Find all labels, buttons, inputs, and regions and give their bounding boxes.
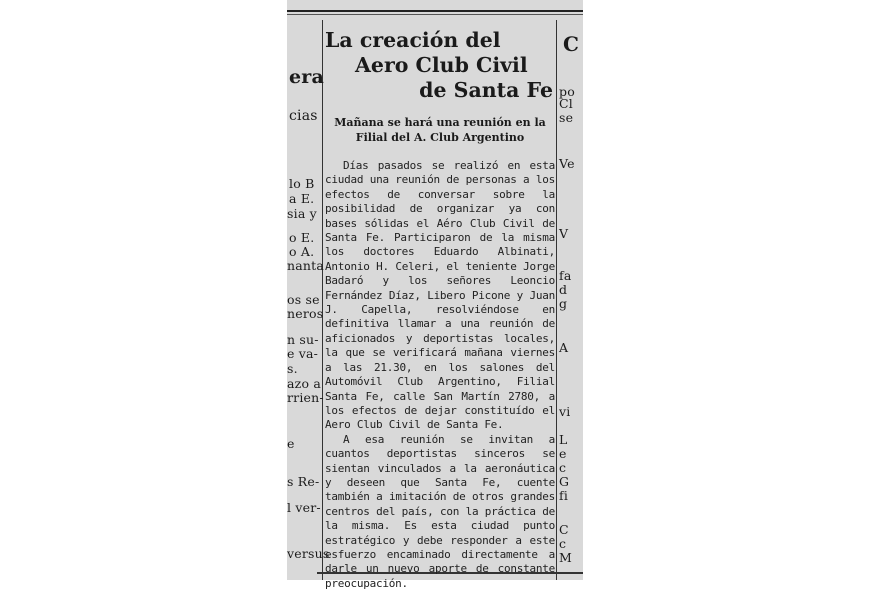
left-fragment: o A. xyxy=(289,244,315,259)
right-fragment: fa xyxy=(559,268,572,283)
right-fragment: V xyxy=(559,226,569,241)
right-fragment: L xyxy=(559,432,568,447)
left-fragment: l ver- xyxy=(287,500,321,515)
right-fragment: C xyxy=(559,522,569,537)
left-fragment: s. xyxy=(287,361,298,376)
right-fragment: po xyxy=(559,84,575,99)
column-rule-right xyxy=(556,20,557,580)
headline xyxy=(325,28,555,103)
column-rule-left xyxy=(322,20,323,580)
left-fragment: sia y xyxy=(287,206,317,221)
headline-line-2: Aero Club Civil xyxy=(355,53,528,77)
right-fragment: G xyxy=(559,474,570,489)
right-fragment: fi xyxy=(559,488,569,503)
left-fragment: azo a xyxy=(287,376,321,391)
paragraph: Días pasados se realizó en esta ciudad una reunión de personas a los efectos de conversar sobre la posibilidad de organizar ya con bases sólidas el Aéro Club Civil de Santa Fe. Participaron de la misma los doctores Eduardo Albinati, Antonio H. Celeri, el teniente Jorge Badaró y los señores Leoncio Fernández Díaz, Libero Picone y Juan J. Capella, resolviéndose en definitiva llamar a una reunión de aficionados y deportistas locales, la que se verificará mañana viernes a las 21.30, en los salones del Automóvil Club Argentino, Filial Santa Fe, calle San Martín 2780, a los efectos de dejar constituído el Aero Club Civil de Santa Fe. xyxy=(325,159,555,432)
right-fragment: d xyxy=(559,282,568,297)
left-fragment: rrien- xyxy=(287,390,324,405)
left-fragment: s Re- xyxy=(287,474,320,489)
headline-line-3: de Santa Fe xyxy=(419,78,553,102)
left-fragment: lo B xyxy=(289,176,315,191)
right-fragment: g xyxy=(559,296,568,311)
left-fragment: cias xyxy=(289,108,318,124)
subheadline: Mañana se hará una reunión en la Filial del A. Club Argentino xyxy=(334,116,546,144)
left-fragment: e xyxy=(287,436,295,451)
right-fragment: Ve xyxy=(559,156,575,171)
right-fragment: c xyxy=(559,536,567,551)
newspaper-clipping xyxy=(287,0,583,590)
left-fragment: versus xyxy=(287,546,330,561)
top-rule xyxy=(287,10,583,12)
right-fragment: Cl xyxy=(559,96,573,111)
left-fragment: o E. xyxy=(289,230,315,245)
right-fragment: A xyxy=(559,340,569,355)
left-fragment: era xyxy=(289,66,325,88)
headline-line-1: La creación del xyxy=(325,28,501,52)
right-fragment: C xyxy=(563,32,580,56)
top-rule-thin xyxy=(287,14,583,15)
article-body xyxy=(325,159,555,591)
right-fragment: c xyxy=(559,460,567,475)
left-fragment: os se xyxy=(287,292,320,307)
paragraph: A esa reunión se invitan a cuantos deportistas sinceros se sientan vinculados a la aeronáutica y deseen que Santa Fe, cuente también a imitación de otros grandes centros del país, con la práctica de la misma. Es esta ciudad punto estratégico y debe responder a este esfuerzo encaminado directamente a darle un nuevo aporte de constante preocupación. xyxy=(325,432,555,590)
left-fragment: e va- xyxy=(287,346,319,361)
right-fragment: vi xyxy=(559,404,571,419)
left-fragment: n su- xyxy=(287,332,319,347)
article xyxy=(325,28,555,591)
left-fragment: a E. xyxy=(289,191,315,206)
left-fragment: nanta xyxy=(287,258,325,273)
right-fragment: e xyxy=(559,446,567,461)
left-fragment: neros xyxy=(287,306,324,321)
right-fragment: M xyxy=(559,550,572,565)
right-fragment: se xyxy=(559,110,574,125)
